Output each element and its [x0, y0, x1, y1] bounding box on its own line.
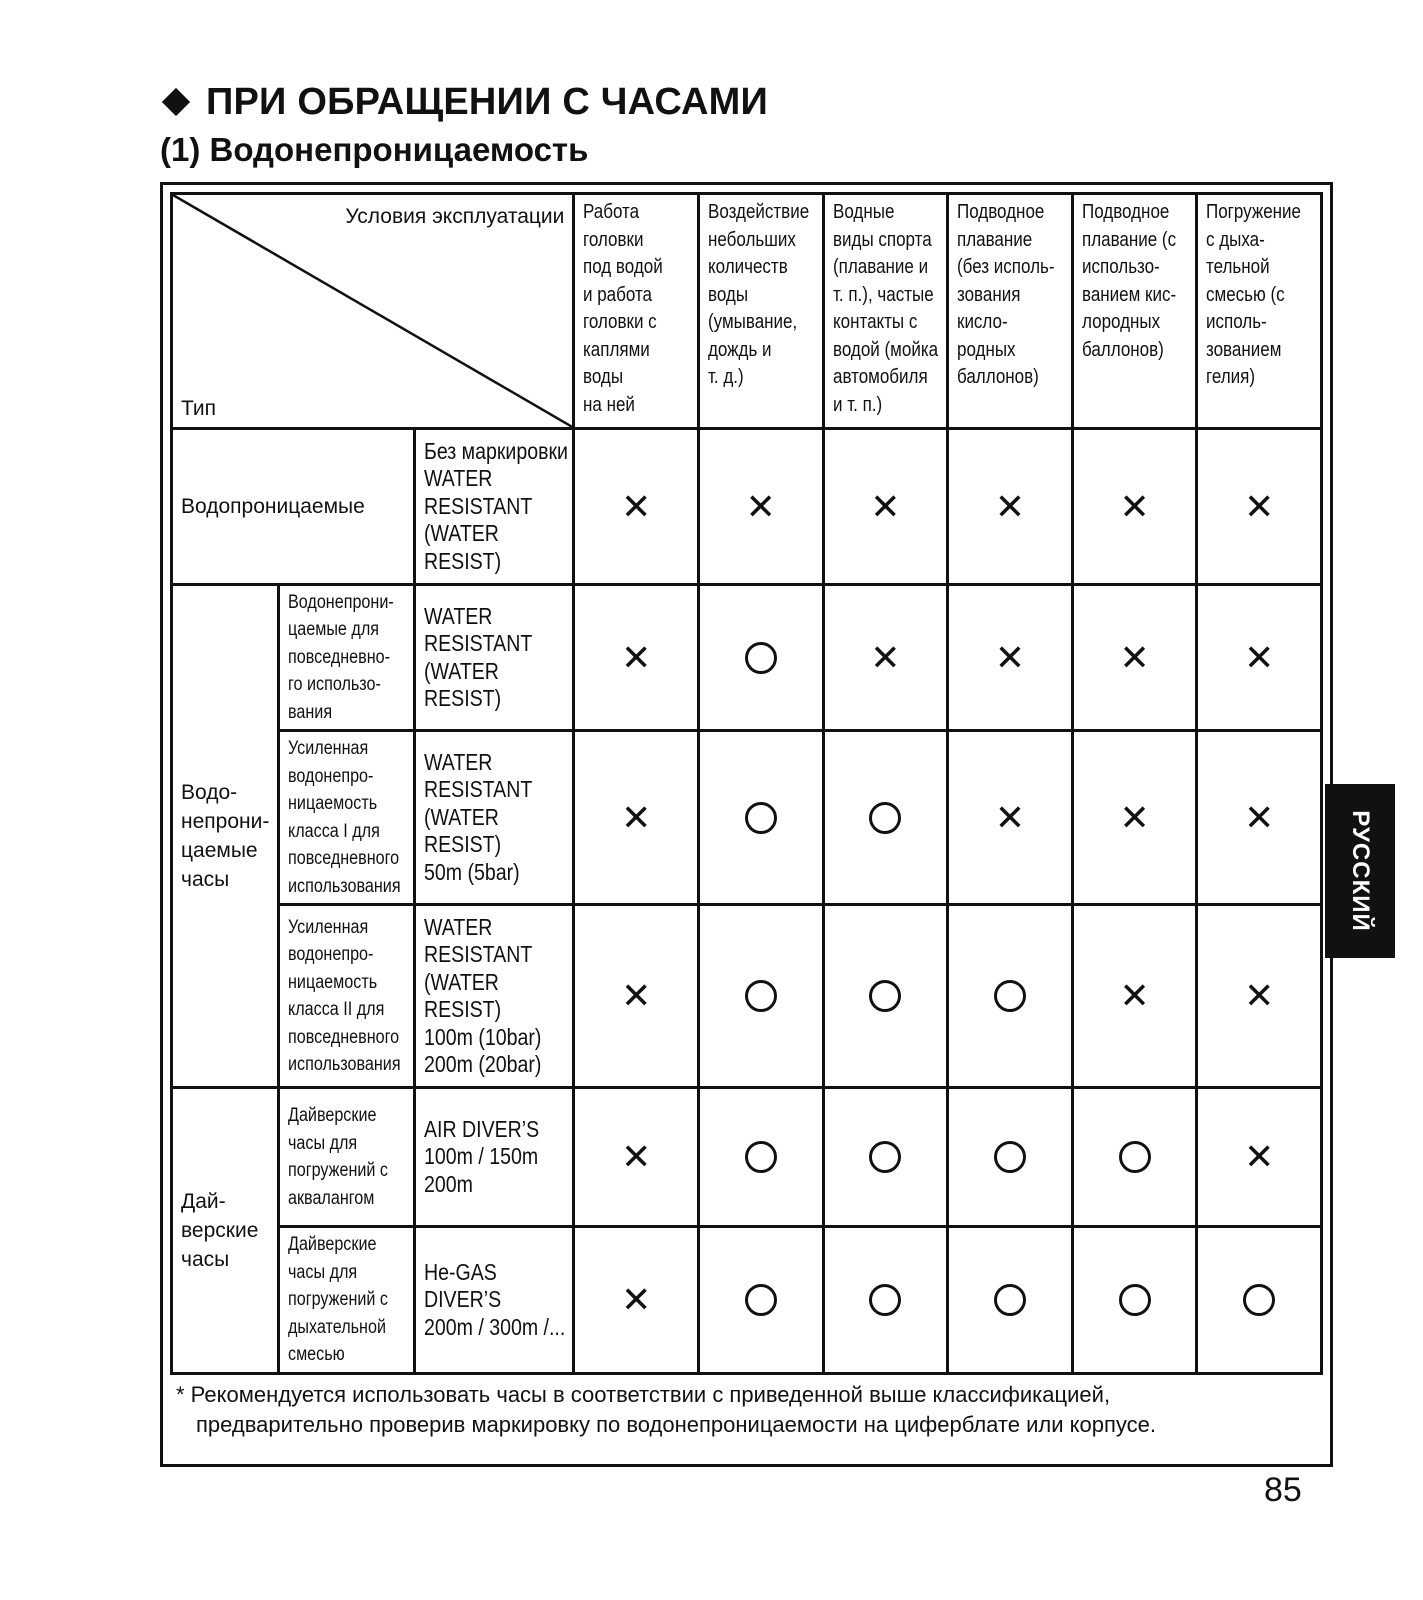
suitability-cell: [698, 731, 823, 905]
circle-icon: [869, 980, 901, 1012]
cell-text-line: RESIST): [424, 685, 502, 711]
cross-icon: ✕: [621, 1136, 652, 1177]
cell-text-line: смесью (с: [1206, 283, 1285, 306]
table-row: [172, 1227, 1322, 1374]
suitability-cell: [948, 429, 1073, 585]
cross-icon: ✕: [994, 636, 1026, 678]
cell-text-line: использования: [288, 875, 401, 897]
circle-icon: [994, 1284, 1026, 1316]
cell-text-line: лородных: [1081, 311, 1160, 333]
cell-text-line: плавание (с: [1081, 228, 1176, 251]
table-row: [172, 1088, 1322, 1227]
cell-text-line: верские: [181, 1219, 259, 1242]
cell-text-line: Подводное: [957, 201, 1045, 223]
cell-text-line: погружений с: [288, 1160, 389, 1181]
cell-text-line: Работа: [583, 201, 640, 223]
circle-icon: [869, 802, 901, 834]
cell-text-line: зования: [957, 283, 1021, 306]
suitability-cell: [1072, 429, 1197, 585]
cell-text-line: ницаемость: [288, 971, 378, 993]
cell-text-line: (WATER: [424, 520, 499, 547]
cell-text-line: He-GAS: [424, 1258, 497, 1285]
cell-text-line: и т. п.): [832, 393, 882, 416]
cell-text-line: RESISTANT: [424, 630, 533, 656]
cell-text-line: повседневно-: [288, 646, 391, 668]
circle-icon: [745, 980, 777, 1012]
marking-cell: [415, 1227, 574, 1374]
cell-text-line: под водой: [583, 256, 664, 278]
suitability-cell: [574, 1227, 699, 1374]
cell-text-line: 100m (10bar): [424, 1023, 542, 1050]
cell-text-line: воды: [583, 366, 624, 388]
suitability-cell: [1197, 905, 1322, 1088]
cell-text-line: (плавание и: [832, 256, 928, 278]
cross-icon: ✕: [621, 796, 652, 838]
column-header: [948, 194, 1073, 429]
column-header: [823, 194, 948, 429]
cell-text-line: го использо-: [288, 674, 382, 696]
cell-text-line: зованием: [1206, 338, 1282, 361]
cell-text-line: на ней: [583, 393, 636, 416]
cell-text-line: Водопроницаемые: [181, 495, 365, 518]
cell-text-line: количеств: [707, 256, 788, 278]
cell-text-line: RESISTANT: [424, 776, 533, 803]
suitability-cell: [823, 429, 948, 585]
cell-text-line: (WATER: [424, 968, 499, 995]
cell-text-line: 200m (20bar): [424, 1051, 542, 1077]
cell-text-line: вания: [288, 701, 333, 723]
cell-text-line: RESISTANT: [424, 941, 533, 967]
cell-text-line: WATER: [424, 602, 493, 629]
cell-text-line: каплями: [583, 338, 651, 361]
section-heading: [160, 80, 768, 124]
suitability-cell: [574, 905, 699, 1088]
cell-text-line: ницаемость: [288, 793, 378, 814]
cell-text-line: использования: [288, 1054, 401, 1075]
cell-text-line: дождь и: [707, 338, 772, 361]
cell-text-line: аквалангом: [288, 1187, 375, 1209]
group-cell: [172, 429, 415, 585]
marking-cell: [415, 585, 574, 731]
table-row: [172, 429, 1322, 585]
cell-text-line: головки с: [583, 311, 658, 333]
cell-text-line: водонепро-: [288, 765, 374, 787]
cross-icon: ✕: [1119, 485, 1150, 527]
suitability-cell: [698, 1088, 823, 1227]
table-row: [172, 731, 1322, 905]
cell-text-line: ванием кис-: [1081, 283, 1176, 306]
suitability-cell: [823, 585, 948, 731]
language-tab: [1325, 784, 1395, 958]
cell-text-line: головки: [583, 228, 644, 251]
cell-text-line: Водные: [832, 201, 894, 223]
suitability-cell: [823, 1227, 948, 1374]
suitability-cell: [948, 1227, 1073, 1374]
cross-icon: ✕: [1119, 975, 1150, 1016]
cell-text-line: RESIST): [424, 831, 502, 858]
cell-text-line: кисло-: [957, 311, 1008, 333]
cell-text-line: автомобиля: [832, 366, 928, 388]
cell-text-line: Без маркировки: [424, 437, 569, 464]
marking-cell: [415, 905, 574, 1088]
subtype-cell: [279, 585, 415, 731]
suitability-cell: [1197, 1227, 1322, 1374]
cell-text-line: виды спорта: [832, 228, 932, 251]
footnote: [176, 1380, 1156, 1440]
diamond-bullet-icon: [162, 88, 190, 116]
cell-text-line: использо-: [1081, 256, 1160, 278]
cell-text-line: баллонов): [957, 366, 1039, 388]
group-cell: [172, 585, 279, 1088]
type-label: Тип: [181, 397, 217, 420]
cell-text-line: с дыха-: [1206, 228, 1266, 251]
cross-icon: ✕: [870, 485, 901, 527]
cell-text-line: баллонов): [1081, 338, 1164, 361]
cell-text-line: (WATER: [424, 803, 499, 830]
cell-text-line: (умывание,: [707, 311, 798, 333]
suitability-cell: [574, 429, 699, 585]
cell-text-line: непрони-: [181, 810, 270, 833]
suitability-cell: [1197, 1088, 1322, 1227]
column-header: [698, 194, 823, 429]
suitability-cell: [1072, 1088, 1197, 1227]
circle-icon: [745, 1284, 777, 1316]
cell-text-line: Водо-: [181, 781, 238, 804]
header-row: [172, 194, 1322, 429]
cell-text-line: WATER: [424, 913, 493, 940]
marking-cell: [415, 429, 574, 585]
cross-icon: ✕: [621, 1279, 652, 1320]
table-row: [172, 585, 1322, 731]
circle-icon: [1243, 1284, 1275, 1316]
cell-text-line: плавание: [957, 228, 1033, 251]
footnote-line-2: предварительно проверив маркировку по водонепроницаемости на циферблате или корпусе.: [196, 1412, 1156, 1437]
cell-text-line: класса I для: [288, 820, 381, 842]
cell-text-line: и работа: [583, 283, 653, 306]
cell-text-line: Дай-: [181, 1190, 226, 1213]
cross-icon: ✕: [1244, 636, 1275, 678]
cell-text-line: Дайверские: [288, 1234, 377, 1256]
cell-text-line: класса II для: [288, 999, 385, 1020]
cell-text-line: исполь-: [1206, 311, 1268, 333]
cell-text-line: повседневного: [288, 1026, 400, 1048]
cell-text-line: гелия): [1206, 366, 1256, 388]
cross-icon: ✕: [870, 636, 901, 678]
suitability-cell: [1072, 1227, 1197, 1374]
circle-icon: [745, 802, 777, 834]
subtype-cell: [279, 1227, 415, 1374]
suitability-cell: [823, 905, 948, 1088]
cross-icon: ✕: [1244, 485, 1275, 527]
suitability-cell: [948, 905, 1073, 1088]
suitability-cell: [948, 585, 1073, 731]
cell-text-line: Погружение: [1206, 201, 1302, 223]
suitability-cell: [1072, 731, 1197, 905]
cross-icon: ✕: [621, 485, 652, 527]
cell-text-line: часы: [181, 868, 230, 891]
suitability-cell: [823, 731, 948, 905]
marking-cell: [415, 1088, 574, 1227]
footnote-line-1: * Рекомендуется использовать часы в соответствии с приведенной выше классификацией,: [176, 1382, 1111, 1407]
group-cell: [172, 1088, 279, 1374]
cell-text-line: смесью: [288, 1344, 345, 1366]
suitability-cell: [574, 1088, 699, 1227]
suitability-cell: [1072, 585, 1197, 731]
circle-icon: [994, 980, 1026, 1012]
circle-icon: [869, 1284, 901, 1316]
suitability-cell: [1197, 429, 1322, 585]
subtype-cell: [279, 1088, 415, 1227]
marking-cell: [415, 731, 574, 905]
cross-icon: ✕: [1244, 975, 1275, 1016]
table-row: [172, 905, 1322, 1088]
section-heading-text: ПРИ ОБРАЩЕНИИ С ЧАСАМИ: [206, 81, 769, 123]
cell-text-line: родных: [957, 338, 1016, 361]
cell-text-line: дыхательной: [288, 1316, 387, 1338]
suitability-cell: [1072, 905, 1197, 1088]
subtype-cell: [279, 731, 415, 905]
cell-text-line: WATER: [424, 465, 493, 492]
cross-icon: ✕: [745, 485, 776, 527]
cell-text-line: водонепро-: [288, 944, 374, 965]
cell-text-line: 50m (5bar): [424, 858, 520, 885]
circle-icon: [1119, 1141, 1151, 1173]
cell-text-line: повседневного: [288, 848, 400, 869]
cell-text-line: RESIST): [424, 996, 502, 1022]
cell-text-line: Подводное: [1081, 201, 1170, 223]
cell-text-line: погружений с: [288, 1289, 389, 1311]
cell-text-line: водой (мойка: [832, 338, 938, 361]
cross-icon: ✕: [621, 975, 652, 1016]
cell-text-line: цаемые для: [288, 619, 380, 641]
cross-icon: ✕: [1244, 1136, 1275, 1177]
suitability-cell: [698, 429, 823, 585]
cell-text-line: т. д.): [707, 366, 744, 388]
cell-text-line: (без исполь-: [957, 256, 1055, 278]
circle-icon: [869, 1141, 901, 1173]
suitability-cell: [823, 1088, 948, 1227]
cell-text-line: часы для: [288, 1132, 358, 1154]
cell-text-line: AIR DIVER’S: [424, 1115, 540, 1142]
suitability-cell: [948, 1088, 1073, 1227]
cell-text-line: RESIST): [424, 547, 502, 574]
cell-text-line: Усиленная: [288, 916, 369, 938]
cross-icon: ✕: [1119, 796, 1150, 838]
suitability-cell: [698, 1227, 823, 1374]
cell-text-line: 100m / 150m: [424, 1143, 539, 1170]
cell-text-line: небольших: [707, 228, 796, 251]
page-number: 85: [1264, 1471, 1302, 1509]
cross-icon: ✕: [994, 796, 1026, 838]
cross-icon: ✕: [1119, 636, 1150, 678]
cell-text-line: часы для: [288, 1261, 358, 1283]
conditions-label: Условия эксплуатации: [345, 205, 565, 228]
cross-icon: ✕: [994, 485, 1026, 527]
cell-text-line: 200m / 300m /...: [424, 1313, 566, 1340]
cell-text-line: т. п.), частые: [832, 283, 934, 306]
suitability-cell: [698, 585, 823, 731]
suitability-cell: [574, 731, 699, 905]
circle-icon: [745, 642, 777, 674]
cell-text-line: 200m: [424, 1170, 473, 1197]
cell-text-line: контакты с: [832, 311, 917, 333]
subtype-cell: [279, 905, 415, 1088]
cross-icon: ✕: [621, 636, 652, 678]
cell-text-line: Усиленная: [288, 738, 369, 759]
cell-text-line: воды: [707, 283, 749, 306]
suitability-cell: [698, 905, 823, 1088]
cross-icon: ✕: [1244, 796, 1275, 838]
cell-text-line: Водонепрони-: [288, 591, 394, 613]
suitability-cell: [948, 731, 1073, 905]
cell-text-line: часы: [181, 1248, 230, 1271]
corner-header-cell: [172, 194, 574, 429]
cell-text-line: Воздействие: [707, 201, 810, 223]
cell-text-line: (WATER: [424, 657, 499, 684]
cell-text-line: цаемые: [181, 839, 258, 862]
suitability-cell: [1197, 585, 1322, 731]
cell-text-line: Дайверские: [288, 1105, 377, 1126]
cell-text-line: WATER: [424, 748, 493, 775]
suitability-cell: [1197, 731, 1322, 905]
column-header: [1197, 194, 1322, 429]
diagonal-divider: [173, 195, 572, 427]
cell-text-line: DIVER’S: [424, 1286, 502, 1313]
language-tab-label: РУССКИЙ: [1347, 810, 1374, 932]
subsection-heading: (1) Водонепроницаемость: [160, 131, 589, 168]
column-header: [1072, 194, 1197, 429]
circle-icon: [745, 1141, 777, 1173]
cell-text-line: RESISTANT: [424, 492, 533, 519]
circle-icon: [994, 1141, 1026, 1173]
suitability-cell: [574, 585, 699, 731]
cell-text-line: тельной: [1206, 256, 1270, 278]
column-header: [574, 194, 699, 429]
water-resistance-table: [170, 192, 1323, 1375]
circle-icon: [1119, 1284, 1151, 1316]
